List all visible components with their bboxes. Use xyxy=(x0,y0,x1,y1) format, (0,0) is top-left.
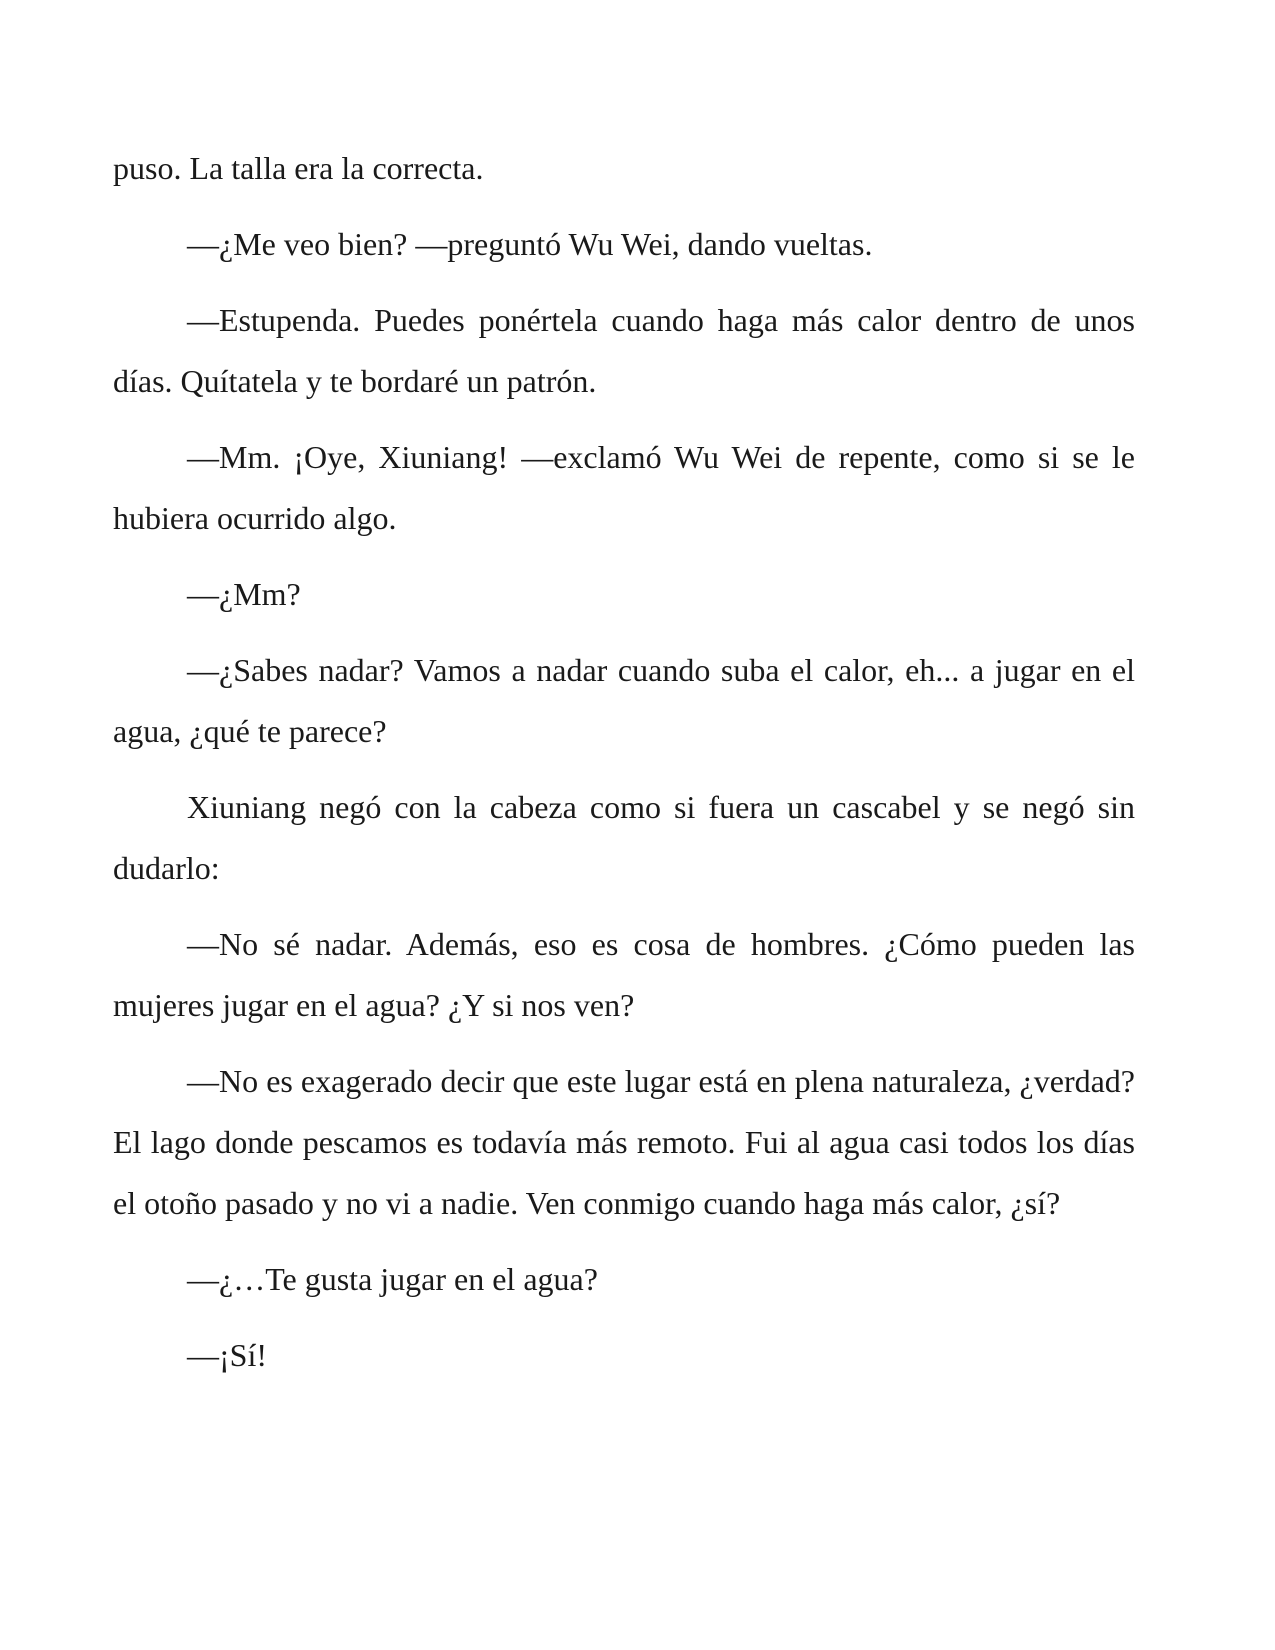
paragraph-2: —¿Me veo bien? —preguntó Wu Wei, dando vueltas. xyxy=(187,226,873,262)
paragraph-4: —Mm. ¡Oye, Xiuniang! —exclamó Wu Wei de repente, como si se le hubiera ocurrido algo. xyxy=(113,439,1135,536)
paragraph-8: —No sé nadar. Además, eso es cosa de hombres. ¿Cómo pueden las mujeres jugar en el agua? ¿Y si nos ven? xyxy=(113,926,1135,1023)
paragraph-7: Xiuniang negó con la cabeza como si fuera un cascabel y se negó sin dudarlo: xyxy=(113,789,1135,886)
paragraph-6: —¿Sabes nadar? Vamos a nadar cuando suba el calor, eh... a jugar en el agua, ¿qué te parece? xyxy=(113,652,1135,749)
paragraph-5: —¿Mm? xyxy=(187,576,301,612)
document-page xyxy=(113,138,1135,1401)
paragraph-1: puso. La talla era la correcta. xyxy=(113,150,484,186)
paragraph-3: —Estupenda. Puedes ponértela cuando haga más calor dentro de unos días. Quítatela y te bordaré un patrón. xyxy=(113,302,1135,399)
paragraph-11: —¡Sí! xyxy=(187,1337,267,1373)
paragraph-9: —No es exagerado decir que este lugar está en plena naturaleza, ¿verdad? El lago donde pescamos es todavía más remoto. Fui al agua casi todos los días el otoño pasado y no vi a nadie. Ven conmigo cuando haga más calor, ¿sí? xyxy=(113,1063,1135,1221)
paragraph-10: —¿…Te gusta jugar en el agua? xyxy=(187,1261,598,1297)
